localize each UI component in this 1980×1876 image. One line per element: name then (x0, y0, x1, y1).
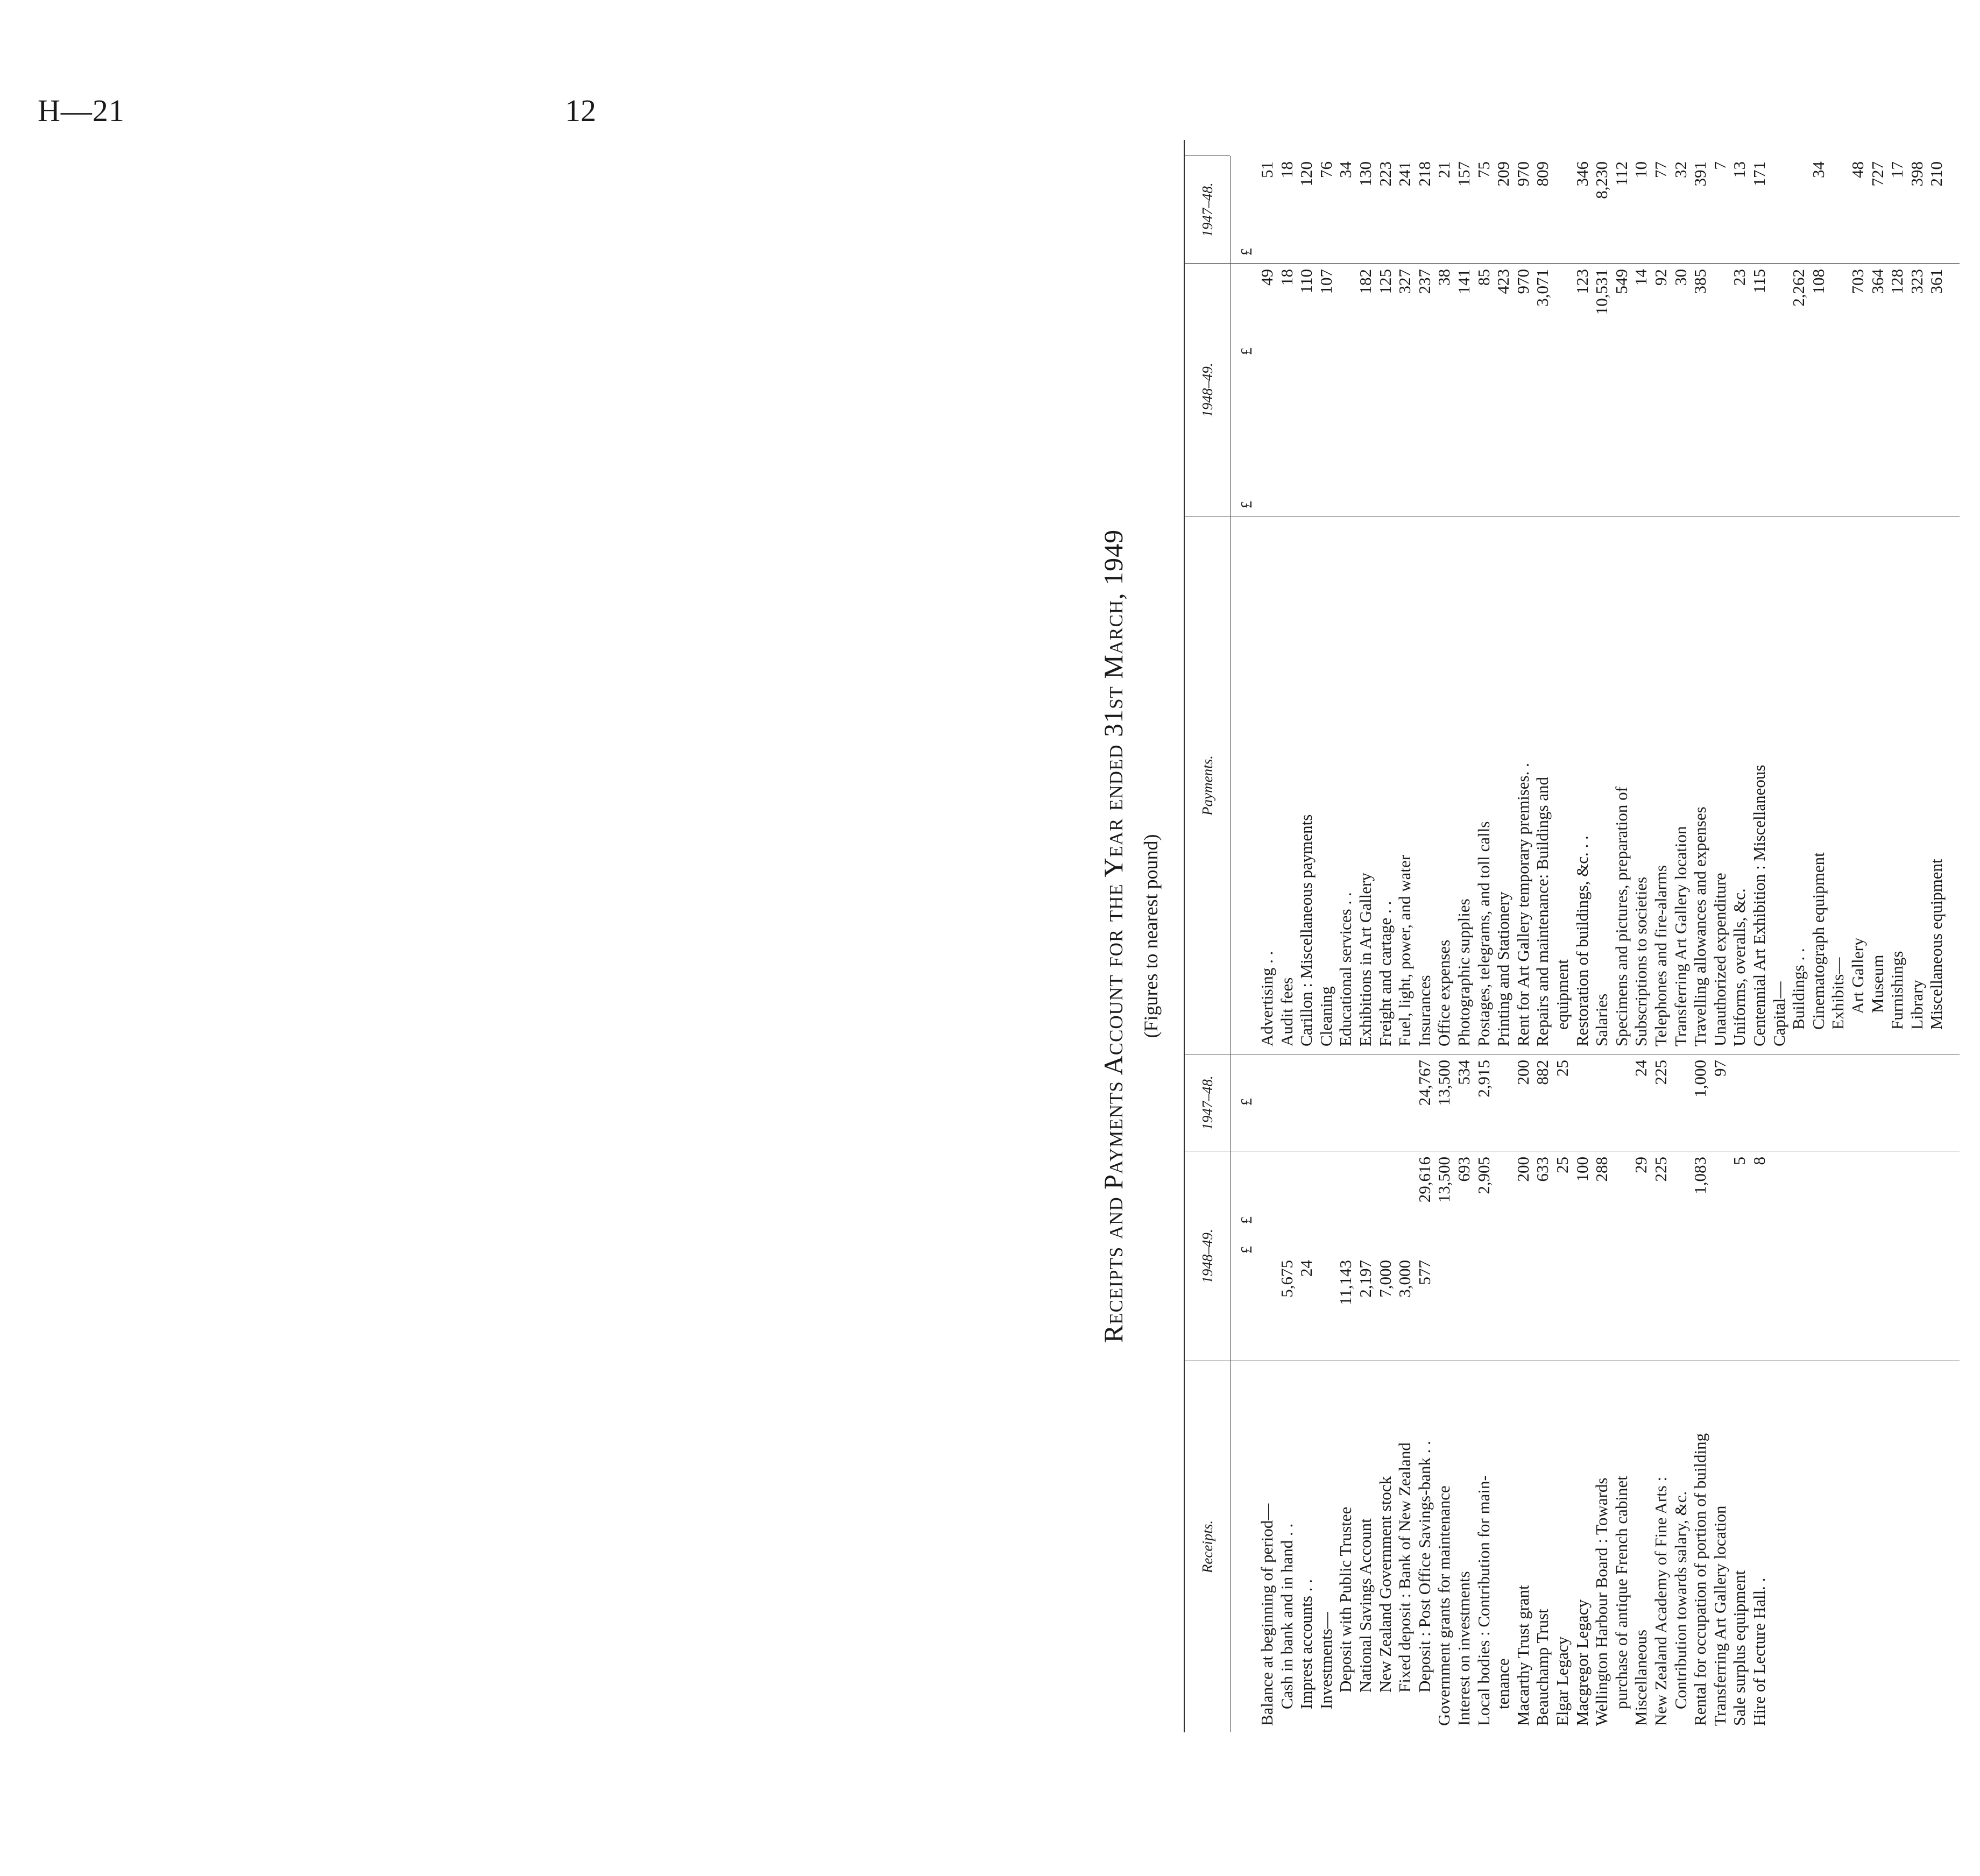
payment-total-1948-49: 2,262 (1789, 269, 1808, 307)
receipts-payments-table (1184, 140, 1960, 1732)
payment-total-1947-48: 10 (1631, 161, 1651, 178)
payment-item-label: Printing and Stationery (1494, 891, 1513, 1046)
page-identifier: H—21 (38, 93, 125, 128)
payment-total-1947-48: 809 (1533, 161, 1552, 187)
payment-item-label: Exhibits— (1828, 957, 1848, 1046)
payment-total-1947-48: 17 (1887, 161, 1907, 178)
payment-total-1948-49: 18 (1277, 269, 1296, 286)
payment-total-1948-49: 38 (1434, 269, 1454, 286)
payment-total-1947-48: 18 (1277, 161, 1296, 178)
payment-total-1947-48: 241 (1395, 161, 1415, 187)
payment-total-1948-49: 182 (1356, 269, 1375, 294)
payment-item-label: Repairs and maintenance: Buildings and (1533, 776, 1552, 1046)
receipt-item-label: Deposit : Post Office Savings-bank . . (1415, 1441, 1434, 1726)
payment-total-1947-48: 218 (1415, 161, 1434, 187)
pound-sign: £ (1239, 1246, 1255, 1254)
receipt-total-1947-48: 24 (1631, 1060, 1651, 1077)
payment-total-1947-48: 13 (1730, 161, 1749, 178)
payment-item-label: Cinematograph equipment (1808, 852, 1828, 1046)
receipt-total-1947-48: 882 (1533, 1060, 1552, 1085)
payment-item-label: Cleaning (1316, 986, 1335, 1046)
payment-total-1948-49: 128 (1887, 269, 1907, 294)
payment-total-1948-49: 115 (1750, 269, 1769, 294)
receipt-item-label: Contribution towards salary, &c. (1671, 1491, 1690, 1726)
receipt-total-1948-49: 13,500 (1434, 1157, 1454, 1203)
payment-item-label: Capital— (1769, 981, 1788, 1046)
column-rule (1185, 155, 1230, 156)
receipt-item-label: Rental for occupation of portion of building (1691, 1433, 1710, 1726)
payment-total-1947-48: 157 (1454, 161, 1473, 187)
statement-subtitle: (Figures to nearest pound) (1140, 834, 1162, 1038)
payment-total-1948-49: 549 (1611, 269, 1631, 294)
column-rule (1185, 263, 1960, 264)
receipt-total-1948-49: 288 (1592, 1157, 1611, 1182)
payment-total-1948-49: 125 (1375, 269, 1395, 294)
receipt-item-label: Wellington Harbour Board : Towards (1592, 1477, 1611, 1726)
receipt-item-label: tenance (1494, 1658, 1513, 1726)
receipt-item-label: Macarthy Trust grant (1513, 1585, 1532, 1726)
payment-total-1948-49: 141 (1454, 269, 1473, 294)
receipt-total-1948-49: 8 (1750, 1157, 1769, 1165)
payment-total-1948-49: 107 (1316, 269, 1335, 294)
payment-total-1947-48: 391 (1691, 161, 1710, 187)
payment-total-1947-48: 970 (1513, 161, 1532, 187)
payment-item-label: Museum (1868, 954, 1887, 1046)
payment-total-1947-48: 34 (1808, 161, 1828, 178)
payment-item-label: Unauthorized expenditure (1710, 873, 1729, 1046)
receipt-item-label: Elgar Legacy (1553, 1636, 1572, 1726)
receipt-item-label: purchase of antique French cabinet (1611, 1476, 1631, 1726)
payment-item-label: Centennial Art Exhibition : Miscellaneous (1750, 764, 1769, 1046)
payment-total-1947-48: 130 (1356, 161, 1375, 187)
payment-total-1948-49: 237 (1415, 269, 1434, 294)
receipt-total-1947-48: 1,000 (1691, 1060, 1710, 1098)
payment-item-label: Educational services . . (1336, 892, 1355, 1046)
payment-item-label: Advertising . . (1257, 951, 1276, 1046)
payment-total-1948-49: 703 (1848, 269, 1867, 294)
payment-total-1948-49: 49 (1257, 269, 1276, 286)
payment-total-1947-48: 223 (1375, 161, 1395, 187)
payment-item-label: Subscriptions to societies (1631, 876, 1651, 1046)
payment-total-1948-49: 30 (1671, 269, 1690, 286)
payment-item-label: Freight and cartage . . (1375, 901, 1395, 1046)
receipt-total-1948-49: 29,616 (1415, 1157, 1434, 1203)
receipt-total-1948-49: 5 (1730, 1157, 1749, 1165)
receipt-item-label: Investments— (1316, 1612, 1335, 1726)
receipt-item-label: National Savings Account (1356, 1518, 1375, 1726)
receipt-subtotal-1948-49: 7,000 (1375, 1260, 1395, 1298)
receipt-subtotal-1948-49: 2,197 (1356, 1260, 1375, 1298)
payment-item-label: Furnishings (1887, 951, 1907, 1046)
payment-total-1947-48: 346 (1572, 161, 1592, 187)
receipt-item-label: Transferring Art Gallery location (1710, 1505, 1729, 1726)
receipt-total-1947-48: 97 (1710, 1060, 1729, 1077)
payment-total-1947-48: 171 (1750, 161, 1769, 187)
receipt-total-1948-49: 200 (1513, 1157, 1532, 1182)
payment-total-1947-48: 21 (1434, 161, 1454, 178)
payments-header: Payments. (1185, 516, 1231, 1054)
receipt-item-label: Sale surplus equipment (1730, 1570, 1749, 1726)
receipt-item-label: Deposit with Public Trustee (1336, 1506, 1355, 1726)
payment-item-label: Office expenses (1434, 939, 1454, 1046)
payment-item-label: Travelling allowances and expenses (1691, 806, 1710, 1046)
receipt-total-1948-49: 29 (1631, 1157, 1651, 1173)
receipt-total-1948-49: 693 (1454, 1157, 1473, 1182)
payment-total-1947-48: 210 (1927, 161, 1946, 187)
payment-total-1947-48: 76 (1316, 161, 1335, 178)
payment-total-1947-48: 209 (1494, 161, 1513, 187)
payment-item-label: Rent for Art Gallery temporary premises. . (1513, 763, 1532, 1046)
receipt-total-1948-49: 225 (1651, 1157, 1670, 1182)
receipt-item-label: Balance at beginning of period— (1257, 1503, 1276, 1726)
receipt-total-1947-48: 534 (1454, 1060, 1473, 1085)
receipt-total-1948-49: 25 (1553, 1157, 1572, 1173)
payment-item-label: equipment (1553, 959, 1572, 1046)
payment-item-label: Restoration of buildings, &c. . . (1572, 836, 1592, 1046)
payment-total-1948-49: 364 (1868, 269, 1887, 294)
statement-title: Receipts and Payments Account for the Year ended 31st March, 1949 (1098, 529, 1128, 1343)
payment-total-1947-48: 112 (1611, 161, 1631, 186)
payment-item-label: Fuel, light, power, and water (1395, 854, 1415, 1046)
receipt-total-1948-49: 2,905 (1474, 1157, 1493, 1194)
payment-total-1948-49: 110 (1297, 269, 1316, 294)
payment-total-1948-49: 92 (1651, 269, 1670, 286)
receipt-total-1947-48: 25 (1553, 1060, 1572, 1077)
receipts-header: Receipts. (1185, 1361, 1231, 1732)
payment-item-label: Insurances (1415, 975, 1434, 1046)
payment-total-1947-48: 51 (1257, 161, 1276, 178)
receipt-total-1947-48: 225 (1651, 1060, 1670, 1085)
payment-item-label: Art Gallery (1848, 937, 1867, 1046)
payment-total-1947-48: 8,230 (1592, 161, 1611, 199)
payment-item-label: Transferring Art Gallery location (1671, 826, 1690, 1046)
payment-total-1947-48: 727 (1868, 161, 1887, 187)
payment-item-label: Uniforms, overalls, &c. (1730, 888, 1749, 1046)
payment-total-1948-49: 23 (1730, 269, 1749, 286)
receipt-total-1947-48: 13,500 (1434, 1060, 1454, 1106)
receipts-1948-49-header: 1948–49. (1185, 1151, 1231, 1361)
payment-total-1948-49: 385 (1691, 269, 1710, 294)
payment-total-1948-49: 108 (1808, 269, 1828, 294)
payments-1947-48-header: 1947–48. (1185, 156, 1231, 264)
receipt-item-label: Cash in bank and in hand . . (1277, 1523, 1296, 1726)
payment-item-label: Miscellaneous equipment (1927, 859, 1946, 1046)
payment-total-1948-49: 14 (1631, 269, 1651, 286)
payment-total-1948-49: 323 (1907, 269, 1926, 294)
payment-total-1948-49: 3,071 (1533, 269, 1552, 307)
payment-item-label: Photographic supplies (1454, 898, 1473, 1046)
page-number: 12 (565, 93, 596, 128)
pound-sign: £ (1239, 348, 1255, 355)
pound-sign: £ (1239, 501, 1255, 508)
receipt-item-label: Hire of Lecture Hall. . (1750, 1577, 1769, 1726)
payment-total-1947-48: 398 (1907, 161, 1926, 187)
payment-total-1948-49: 361 (1927, 269, 1946, 294)
payments-1948-49-header: 1948–49. (1185, 264, 1231, 516)
pound-sign: £ (1239, 1098, 1255, 1106)
payment-total-1947-48: 77 (1651, 161, 1670, 178)
payment-total-1948-49: 423 (1494, 269, 1513, 294)
payment-total-1947-48: 34 (1336, 161, 1355, 178)
receipt-total-1948-49: 633 (1533, 1157, 1552, 1182)
payment-total-1947-48: 32 (1671, 161, 1690, 178)
pound-sign: £ (1239, 248, 1255, 256)
receipt-subtotal-1948-49: 5,675 (1277, 1260, 1296, 1298)
receipt-subtotal-1948-49: 577 (1415, 1260, 1434, 1285)
receipt-total-1947-48: 200 (1513, 1060, 1532, 1085)
payment-total-1948-49: 327 (1395, 269, 1415, 294)
receipt-total-1948-49: 100 (1572, 1157, 1592, 1182)
payment-item-label: Library (1907, 980, 1926, 1046)
payment-item-label: Exhibitions in Art Gallery (1356, 873, 1375, 1046)
payment-item-label: Buildings . . (1789, 948, 1808, 1046)
receipt-total-1948-49: 1,083 (1691, 1157, 1710, 1194)
payment-total-1947-48: 7 (1710, 161, 1729, 170)
receipt-item-label: New Zealand Government stock (1375, 1476, 1395, 1726)
pound-sign: £ (1239, 1216, 1255, 1224)
payment-total-1947-48: 75 (1474, 161, 1493, 178)
receipt-item-label: Fixed deposit : Bank of New Zealand (1395, 1442, 1415, 1726)
payment-item-label: Telephones and fire-alarms (1651, 865, 1670, 1046)
rotated-account-statement (1098, 140, 1980, 1732)
payment-item-label: Audit fees (1277, 977, 1296, 1046)
receipt-total-1947-48: 2,915 (1474, 1060, 1493, 1098)
receipt-subtotal-1948-49: 24 (1297, 1260, 1316, 1277)
payment-total-1948-49: 85 (1474, 269, 1493, 286)
payment-total-1948-49: 10,531 (1592, 269, 1611, 315)
receipt-item-label: Local bodies : Contribution for main- (1474, 1475, 1493, 1726)
payment-total-1947-48: 48 (1848, 161, 1867, 178)
receipt-item-label: Interest on investments (1454, 1571, 1473, 1726)
receipts-1947-48-header: 1947–48. (1185, 1054, 1231, 1151)
receipt-subtotal-1948-49: 3,000 (1395, 1260, 1415, 1298)
receipt-total-1947-48: 24,767 (1415, 1060, 1434, 1106)
payment-item-label: Carillon : Miscellaneous payments (1297, 814, 1316, 1046)
payment-item-label: Specimens and pictures, preparation of (1611, 787, 1631, 1046)
payment-item-label: Salaries (1592, 993, 1611, 1046)
receipt-item-label: Miscellaneous (1631, 1629, 1651, 1726)
receipt-item-label: Imprest accounts . . (1297, 1579, 1316, 1726)
payment-item-label: Postages, telegrams, and toll calls (1474, 821, 1493, 1046)
payment-total-1948-49: 970 (1513, 269, 1532, 294)
receipt-item-label: Macgregor Legacy (1572, 1599, 1592, 1726)
receipt-item-label: Beauchamp Trust (1533, 1609, 1552, 1726)
receipt-item-label: New Zealand Academy of Fine Arts : (1651, 1476, 1670, 1726)
payment-total-1948-49: 123 (1572, 269, 1592, 294)
payment-total-1947-48: 120 (1297, 161, 1316, 187)
receipt-subtotal-1948-49: 11,143 (1336, 1260, 1355, 1306)
receipt-item-label: Government grants for maintenance (1434, 1485, 1454, 1726)
